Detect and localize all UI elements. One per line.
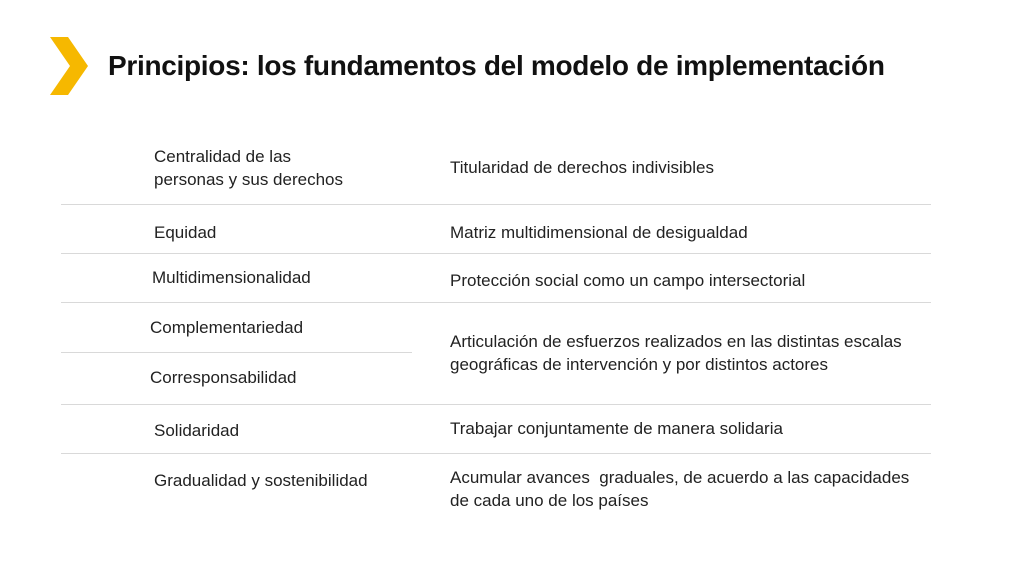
chevron-right-icon <box>50 37 90 95</box>
principle-line: personas y sus derechos <box>154 170 343 189</box>
foundation-titularidad <box>450 156 714 179</box>
foundation-proteccion <box>450 269 805 292</box>
principle-equidad <box>154 221 216 244</box>
principle-centralidad <box>154 145 343 191</box>
foundation-line: Articulación de esfuerzos realizados en las distintas escalas <box>450 332 902 351</box>
principle-corresponsabilidad <box>150 366 296 389</box>
foundation-line: Matriz multidimensional de desigualdad <box>450 223 748 242</box>
foundation-articulacion <box>450 330 902 376</box>
row-divider <box>61 204 931 205</box>
foundation-line: Trabajar conjuntamente de manera solidaria <box>450 419 783 438</box>
foundation-trabajar <box>450 417 783 440</box>
row-divider <box>61 404 931 405</box>
principle-complementariedad <box>150 316 303 339</box>
principle-line: Centralidad de las <box>154 147 292 166</box>
principle-multidimensionalidad <box>152 266 311 289</box>
principle-solidaridad <box>154 419 239 442</box>
foundation-matriz <box>450 221 748 244</box>
principle-gradualidad <box>154 469 368 492</box>
row-divider <box>61 302 931 303</box>
principle-line: Complementariedad <box>150 318 304 337</box>
principle-line: Corresponsabilidad <box>150 368 297 387</box>
foundation-line: de cada uno de los países <box>450 491 649 510</box>
foundation-acumular <box>450 466 909 512</box>
foundation-line: Titularidad de derechos indivisibles <box>450 158 714 177</box>
foundation-line: Protección social como un campo intersectorial <box>450 271 806 290</box>
principle-line: Equidad <box>154 223 217 242</box>
principle-line: Solidaridad <box>154 421 240 440</box>
row-divider <box>61 453 931 454</box>
principle-line: Gradualidad y sostenibilidad <box>154 471 368 490</box>
row-divider-partial <box>61 352 412 353</box>
page-title: Principios: los fundamentos del modelo de implementación <box>108 50 885 81</box>
principle-line: Multidimensionalidad <box>152 268 311 287</box>
foundation-line: geográficas de intervención y por distintos actores <box>450 355 828 374</box>
foundation-line: Acumular avances graduales, de acuerdo a las capacidades <box>450 468 910 487</box>
row-divider <box>61 253 931 254</box>
